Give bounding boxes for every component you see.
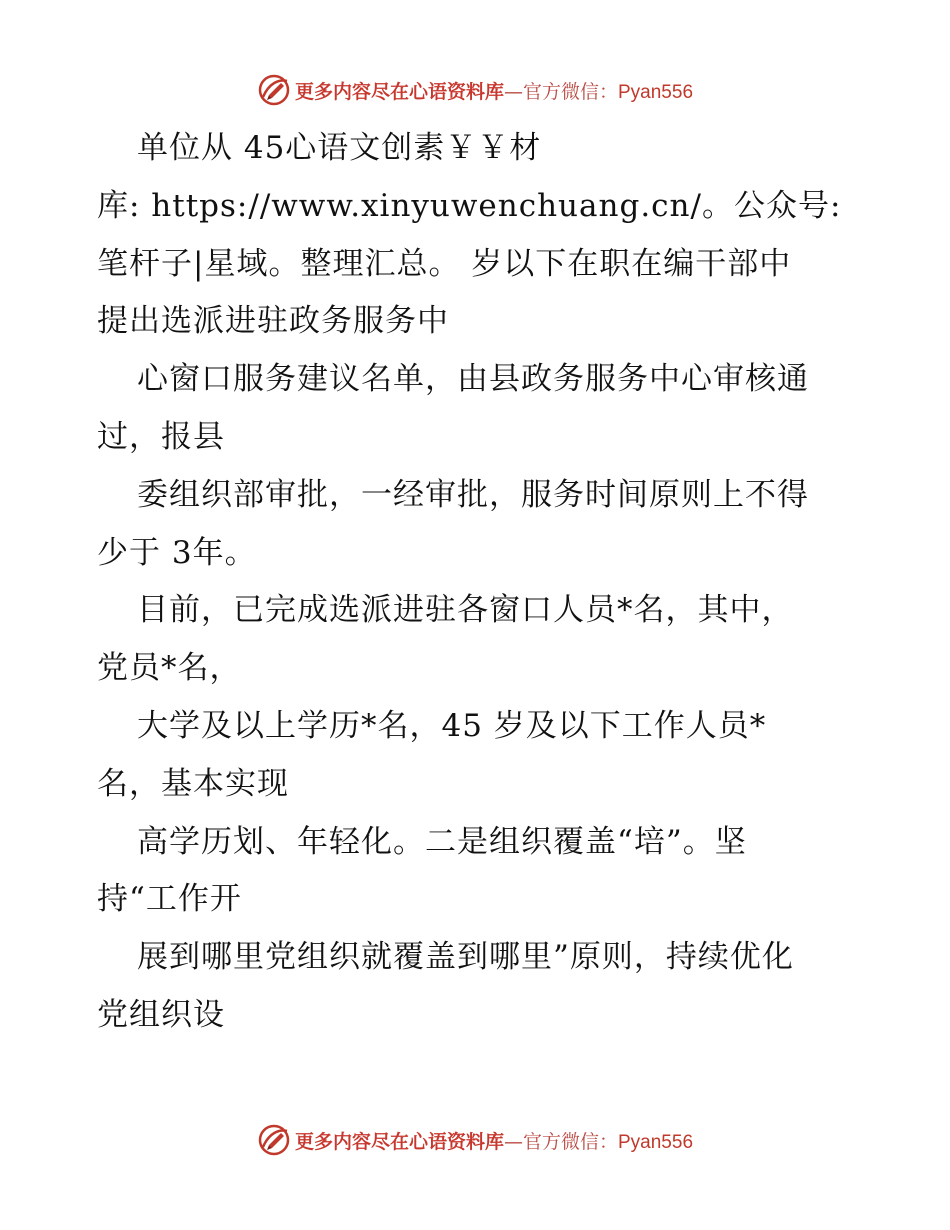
footer-banner-part2: —官方微信： [503,1130,618,1153]
body-line-7: 委组织部审批，一经审批，服务时间原则上不得 [137,476,809,513]
body-line-5: 心窗口服务建议名单，由县政务服务中心审核通 [137,361,809,398]
header-banner-part3: Pyan556 [618,81,694,103]
body-line-11: 大学及以上学历*名，45 岁及以下工作人员* [137,707,767,744]
body-line-1: 单位从 45心语文创素￥￥材 [137,130,542,166]
footer-banner-part1: 更多内容尽在心语资料库 [294,1130,504,1153]
document-body [97,120,867,1045]
body-line-16: 党组织设 [97,996,225,1033]
pen-seal-icon [257,73,291,107]
footer-banner-part3: Pyan556 [618,1131,694,1153]
header-banner-part2: —官方微信： [503,80,618,103]
body-line-3: 笔杆子|星域。整理汇总。 岁以下在职在编干部中 [97,245,792,282]
body-line-12: 名，基本实现 [97,765,289,802]
body-line-10: 党员*名， [97,650,242,687]
body-line-13: 高学历划、年轻化。二是组织覆盖“培”。坚 [137,823,747,860]
footer-banner [0,1120,950,1160]
pen-seal-icon [257,1123,291,1157]
body-line-14: 持“工作开 [97,881,242,918]
header-banner-text [295,77,693,104]
header-banner [0,70,950,110]
body-line-2: 库: https://www.xinyuwenchuang.cn/。公众号: [97,187,842,224]
body-line-4: 提出选派进驻政务服务中 [97,303,449,340]
body-line-9: 目前，已完成选派进驻各窗口人员*名，其中， [137,592,794,629]
body-line-15: 展到哪里党组织就覆盖到哪里”原则，持续优化 [137,939,794,976]
body-line-6: 过，报县 [97,418,225,455]
body-line-8: 少于 3年。 [97,534,257,571]
header-banner-part1: 更多内容尽在心语资料库 [294,80,504,103]
footer-banner-text [295,1127,693,1154]
